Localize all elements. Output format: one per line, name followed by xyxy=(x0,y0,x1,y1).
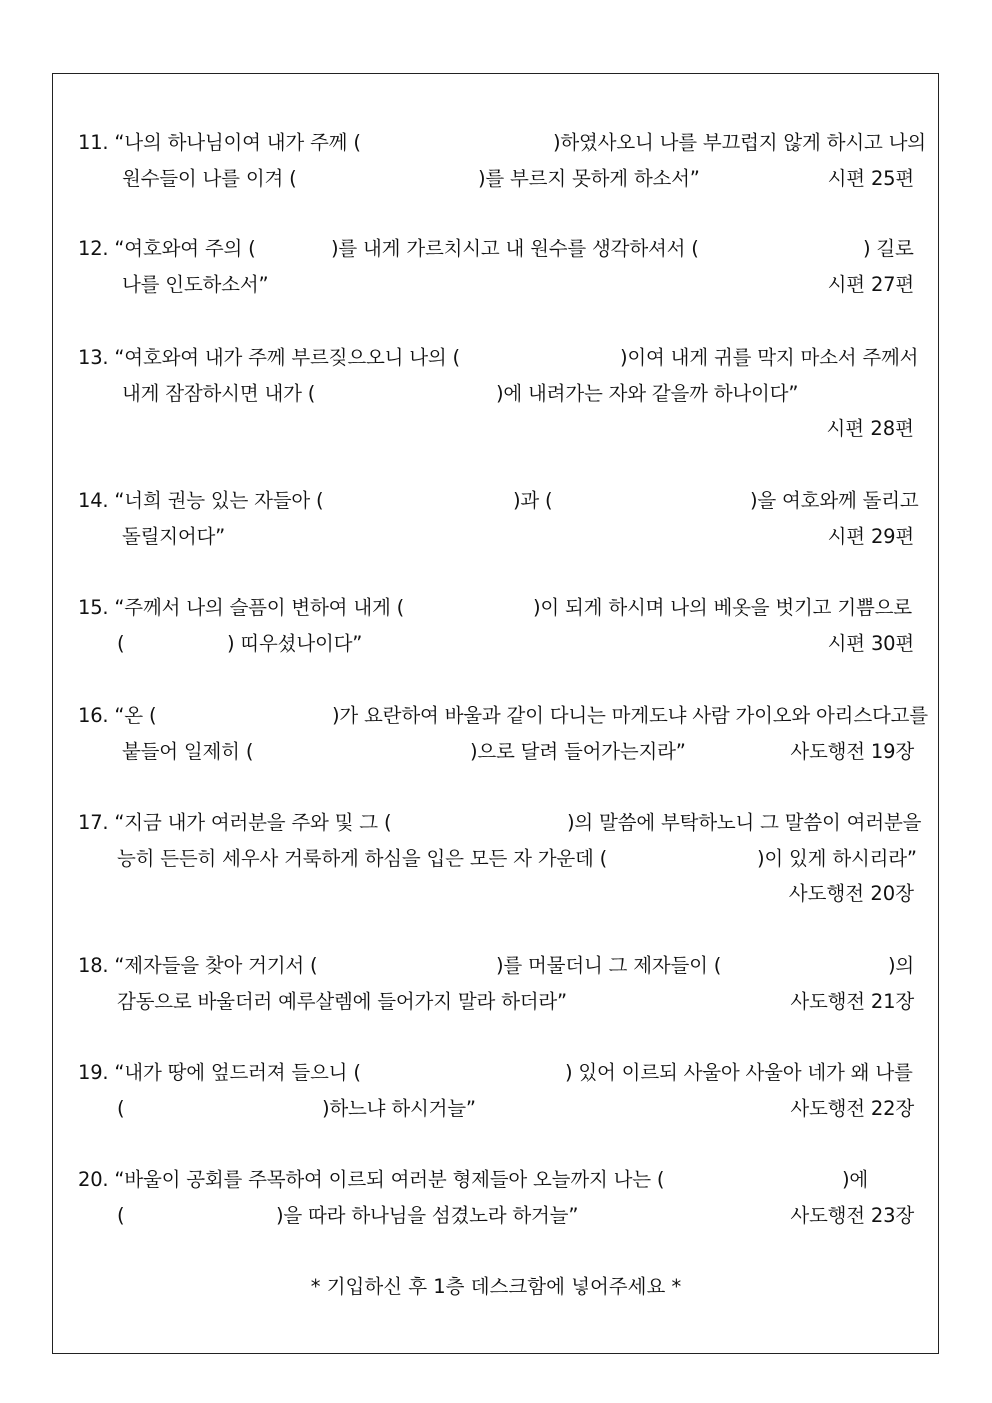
question-12-line-1 xyxy=(0,232,992,266)
question-text: 내게 잠잠하시면 내가 ( xyxy=(122,382,316,405)
scripture-reference: 시편 28편 xyxy=(826,417,914,440)
question-text: ( xyxy=(117,1097,125,1120)
question-text: )이여 내게 귀를 막지 마소서 주께서 xyxy=(620,346,919,369)
question-text: 돌릴지어다” xyxy=(122,525,226,548)
question-17-line-1 xyxy=(0,806,992,840)
question-15-line-2 xyxy=(0,627,992,661)
question-text: 13. “여호와여 내가 주께 부르짖으오니 나의 ( xyxy=(78,346,460,369)
question-text: )이 있게 하시리라” xyxy=(757,847,917,870)
question-text: )과 ( xyxy=(513,489,553,512)
question-text: )에 xyxy=(842,1168,869,1191)
question-text: )가 요란하여 바울과 같이 다니는 마게도냐 사람 가이오와 아리스다고를 xyxy=(332,704,928,727)
question-text: 14. “너희 권능 있는 자들아 ( xyxy=(78,489,324,512)
question-text: )이 되게 하시며 나의 베옷을 벗기고 기쁨으로 xyxy=(533,596,912,619)
question-text: )하였사오니 나를 부끄럽지 않게 하시고 나의 xyxy=(553,131,926,154)
question-text: )를 내게 가르치시고 내 원수를 생각하셔서 ( xyxy=(331,237,699,260)
question-12-line-2 xyxy=(0,268,992,302)
question-text: 11. “나의 하나님이여 내가 주께 ( xyxy=(78,131,361,154)
question-text: 12. “여호와여 주의 ( xyxy=(78,237,256,260)
scripture-reference: 시편 25편 xyxy=(827,167,914,190)
scripture-reference: 시편 27편 xyxy=(827,273,914,296)
question-18-line-1 xyxy=(0,949,992,983)
footer-note: * 기입하신 후 1층 데스크함에 넣어주세요 * xyxy=(310,1275,682,1298)
question-text: 붙들어 일제히 ( xyxy=(122,740,254,763)
question-text: 17. “지금 내가 여러분을 주와 및 그 ( xyxy=(78,811,392,834)
scripture-reference: 시편 30편 xyxy=(827,632,914,655)
question-text: ( xyxy=(117,1204,125,1227)
question-text: ( xyxy=(117,632,125,655)
question-17-line-2 xyxy=(0,842,992,876)
question-text: ) 길로 xyxy=(863,237,914,260)
question-text: ) 있어 이르되 사울아 사울아 네가 왜 나를 xyxy=(565,1061,913,1084)
question-16-line-2 xyxy=(0,735,992,769)
question-text: 20. “바울이 공회를 주목하여 이르되 여러분 형제들아 오늘까지 나는 ( xyxy=(78,1168,665,1191)
question-text: 19. “내가 땅에 엎드러져 들으니 ( xyxy=(78,1061,361,1084)
question-20-line-2 xyxy=(0,1199,992,1233)
question-text: ) 띠우셨나이다” xyxy=(227,632,363,655)
question-text: 나를 인도하소서” xyxy=(122,273,269,296)
scripture-reference: 사도행전 19장 xyxy=(790,740,914,763)
scripture-reference: 시편 29편 xyxy=(827,525,914,548)
question-20-line-1 xyxy=(0,1163,992,1197)
question-11-line-1 xyxy=(0,126,992,160)
question-14-line-2 xyxy=(0,520,992,554)
question-19-line-2 xyxy=(0,1092,992,1126)
scripture-reference: 사도행전 21장 xyxy=(790,990,914,1013)
question-text: 16. “온 ( xyxy=(78,704,157,727)
scripture-reference: 사도행전 20장 xyxy=(788,882,914,905)
question-text: )의 xyxy=(888,954,915,977)
question-text: )를 머물더니 그 제자들이 ( xyxy=(496,954,722,977)
question-19-line-1 xyxy=(0,1056,992,1090)
scripture-reference: 사도행전 22장 xyxy=(790,1097,914,1120)
question-text: 감동으로 바울더러 예루살렘에 들어가지 말라 하더라” xyxy=(117,990,567,1013)
question-text: 18. “제자들을 찾아 거기서 ( xyxy=(78,954,318,977)
question-11-line-2 xyxy=(0,162,992,196)
question-text: 원수들이 나를 이겨 ( xyxy=(122,167,297,190)
question-text: )를 부르지 못하게 하소서” xyxy=(478,167,700,190)
question-13-line-1 xyxy=(0,341,992,375)
question-text: )을 여호와께 돌리고 xyxy=(750,489,919,512)
question-text: 능히 든든히 세우사 거룩하게 하심을 입은 모든 자 가운데 ( xyxy=(117,847,608,870)
question-text: )을 따라 하나님을 섬겼노라 하거늘” xyxy=(276,1204,579,1227)
question-text: )에 내려가는 자와 같을까 하나이다” xyxy=(496,382,799,405)
question-18-line-2 xyxy=(0,985,992,1019)
question-text: )의 말씀에 부탁하노니 그 말씀이 여러분을 xyxy=(567,811,922,834)
scripture-reference: 사도행전 23장 xyxy=(790,1204,914,1227)
question-text: )하느냐 하시거늘” xyxy=(322,1097,476,1120)
question-14-line-1 xyxy=(0,484,992,518)
question-13-line-2 xyxy=(0,377,992,411)
question-15-line-1 xyxy=(0,591,992,625)
question-text: 15. “주께서 나의 슬픔이 변하여 내게 ( xyxy=(78,596,404,619)
question-16-line-1 xyxy=(0,699,992,733)
question-text: )으로 달려 들어가는지라” xyxy=(470,740,686,763)
